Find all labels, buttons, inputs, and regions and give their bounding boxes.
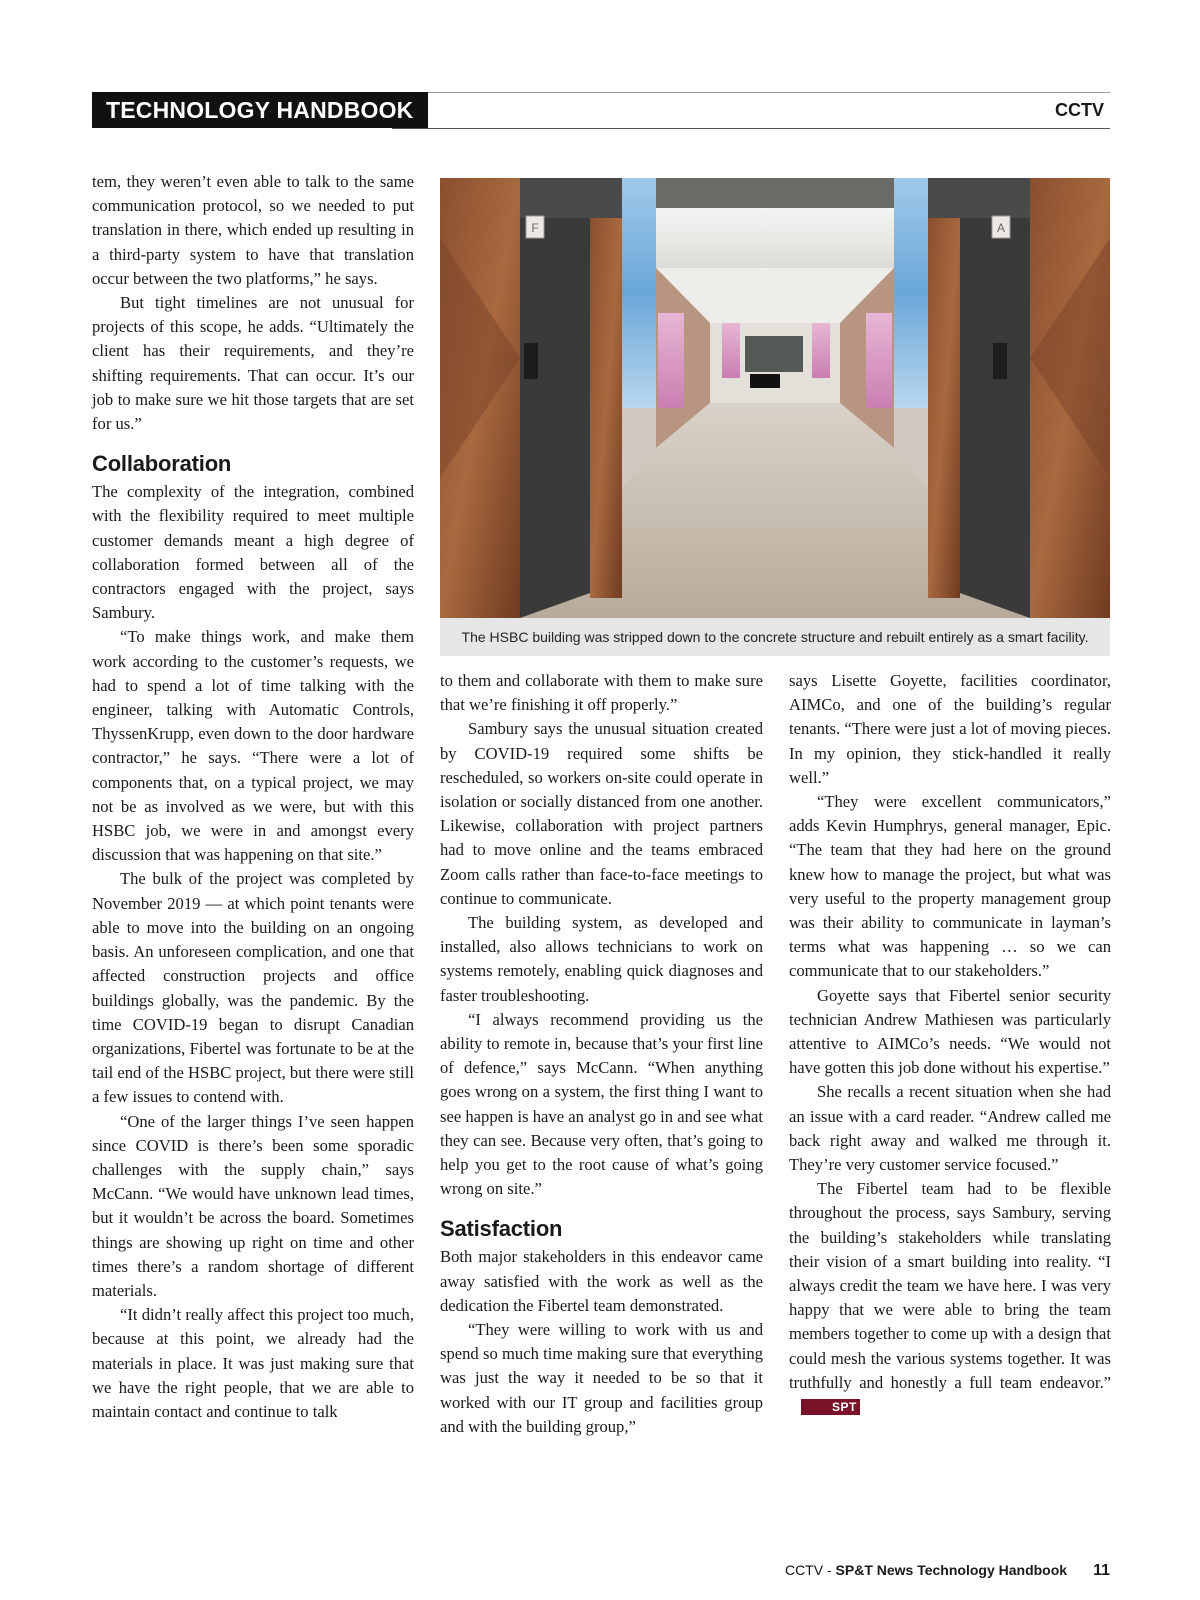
page-number: 11 <box>1093 1562 1110 1579</box>
article-column-2 <box>440 669 763 1439</box>
article-column-1 <box>92 170 414 1424</box>
paragraph: She recalls a recent situation when she had an issue with a card reader. “Andrew called me back right away and walked me through it. They’re very customer service focused.” <box>789 1082 1111 1175</box>
page-header <box>92 92 1110 130</box>
header-rule-top <box>392 92 1110 93</box>
article-column-3 <box>789 669 1111 1419</box>
paragraph: The building system, as developed and installed, also allows technicians to work on systems remotely, enabling quick diagnoses and faster troubleshooting. <box>440 913 763 1005</box>
footer-publication: SP&T News Technology Handbook <box>835 1562 1068 1578</box>
paragraph: “One of the larger things I’ve seen happen since COVID is there’s been some sporadic challenges with the supply chain,” says McCann. “We would have unknown lead times, but it wouldn’t be across the board. Sometimes things are showing up right on time and other times there’s a random shortage of different materials. <box>92 1111 414 1300</box>
hsbc-lobby-photo <box>440 178 1110 618</box>
handbook-title: TECHNOLOGY HANDBOOK <box>92 92 428 128</box>
paragraph: “I always recommend providing us the ability to remote in, because that’s your first line of defence,” says McCann. “When anything goes wrong on a system, the first thing I want to see happen is have an analyst go in and see what they can see. Because very often, that’s going to help you get to the root cause of what’s going wrong on site.” <box>440 1009 763 1199</box>
paragraph: Sambury says the unusual situation created by COVID-19 required some shifts be rescheduled, so workers on-site could operate in isolation or socially distanced from one another. Likewise, collaboration with project partners had to move online and the teams embraced Zoom calls rather than face-to-face meetings to continue to communicate. <box>440 719 763 908</box>
paragraph: says Lisette Goyette, facilities coordinator, AIMCo, and one of the building’s regular tenants. “There were just a lot of moving pieces. In my opinion, they stick-handled it really well.” <box>789 671 1111 787</box>
footer-section: CCTV <box>784 1562 824 1578</box>
subheading-satisfaction: Satisfaction <box>440 1216 563 1242</box>
paragraph: Goyette says that Fibertel senior security technician Andrew Mathiesen was particularly attentive to AIMCo’s needs. “We would not have gotten this job done without his expertise.” <box>789 985 1111 1078</box>
paragraph: “They were willing to work with us and spend so much time making sure that everything was just the way it needed to be so that it worked with our IT group and facilities group and with the building group,” <box>440 1320 763 1436</box>
paragraph: The complexity of the integration, combined with the flexibility required to meet multiple customer demands meant a high degree of collaboration formed between all of the contractors engaged with the project, says Sambury. <box>92 482 414 623</box>
paragraph-final <box>789 1177 1111 1419</box>
paragraph: Both major stakeholders in this endeavor came away satisfied with the work as well as the dedication the Fibertel team demonstrated. <box>440 1247 763 1315</box>
header-rule-bottom <box>392 128 1110 129</box>
photo-figure <box>440 178 1110 656</box>
paragraph: “It didn’t really affect this project too much, because at this point, we already had the materials in place. It was just making sure that we have the right people, that we are able to maintain contact and continue to talk <box>92 1305 414 1421</box>
elevator-sign-right: A <box>996 221 1006 235</box>
paragraph: “They were excellent communicators,” adds Kevin Humphrys, general manager, Epic. “The team that they had here on the ground knew how to manage the project, but what was very useful to the property management group was their ability to communicate in layman’s terms what was happening … so we can communicate that to our stakeholders.” <box>789 792 1111 981</box>
paragraph: to them and collaborate with them to make sure that we’re finishing it off properly.” <box>440 671 763 715</box>
page-footer <box>785 1562 1110 1580</box>
end-of-article-mark: SPT <box>801 1399 860 1415</box>
paragraph: But tight timelines are not unusual for projects of this scope, he adds. “Ultimately the client has their requirements, and they’re shifting requirements. That can occur. It’s our job to make sure we hit those targets that are set for us.” <box>92 293 414 434</box>
subheading-collaboration: Collaboration <box>92 451 232 477</box>
paragraph: tem, they weren’t even able to talk to the same communication protocol, so we needed to put translation in there, which ended up resulting in a third-party system to have that translation occur between the two platforms,” he says. <box>92 172 414 288</box>
paragraph: “To make things work, and make them work according to the customer’s requests, we had to spend a lot of time talking with the engineer, talking with Automatic Controls, ThyssenKrupp, even down to the door hardware contractor,” he says. “There were a lot of components that, on a typical project, we may not be as involved as we were, but with this HSBC job, we were in and amongst every discussion that was happening on that site.” <box>92 627 414 865</box>
paragraph-text: The Fibertel team had to be flexible throughout the process, says Sambury, serving the building’s stakeholders while translating their vision of a smart building into reality. “I always credit the team we have here. I was very happy that we were able to bring the team members together to come up with a design that could mesh the various systems together. It was truthfully and honestly a full team endeavor.” <box>789 1179 1111 1392</box>
elevator-sign-left: F <box>531 221 539 235</box>
figure-caption: The HSBC building was stripped down to the concrete structure and rebuilt entirely as a smart facility. <box>461 629 1089 645</box>
section-label: CCTV <box>1055 100 1104 120</box>
paragraph: The bulk of the project was completed by November 2019 — at which point tenants were able to move into the building on an ongoing basis. An unforeseen complication, and one that affected construction projects and office buildings globally, was the pandemic. By the time COVID-19 began to disrupt Canadian organizations, Fibertel was fortunate to be at the tail end of the HSBC project, but there were still a few issues to contend with. <box>92 869 414 1107</box>
footer-separator: - <box>823 1562 836 1578</box>
